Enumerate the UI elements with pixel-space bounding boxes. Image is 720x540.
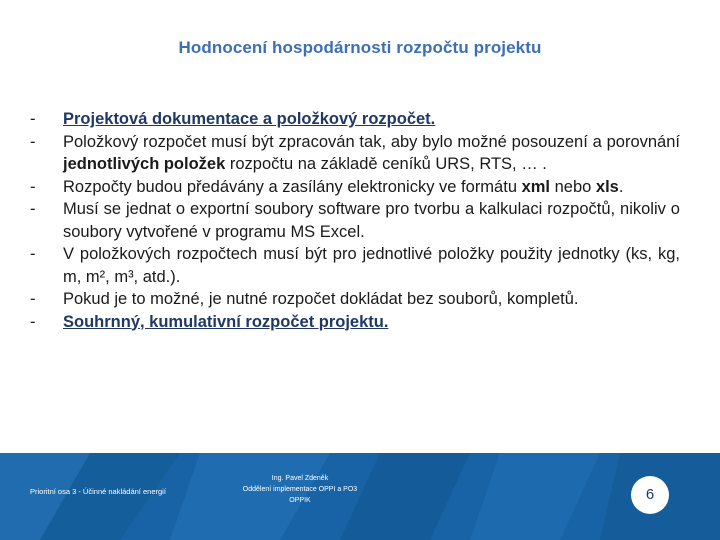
footer-contact [225,473,375,506]
bullet-dash: - [30,132,36,151]
bullet-dash: - [30,110,36,128]
page-number: 6 [645,486,655,503]
bullet-text: Rozpočty budou předávány a zasílány elektronicky ve formátu [63,177,522,196]
bullet-item [30,176,680,199]
bullet-text: Pokud je to možné, je nutné rozpočet dokládat bez souborů, kompletů. [63,290,579,308]
bullet-item [30,243,680,288]
bullet-dash: - [30,290,36,308]
footer-band [0,453,720,540]
bullet-text: Souhrnný, kumulativní rozpočet projektu. [63,312,389,331]
footer-contact-name: Ing. Pavel Zdeněk [271,475,329,482]
bullet-dash: - [30,245,36,263]
bullet-item [30,198,680,243]
bullet-item [30,311,680,334]
bullet-dash: - [30,312,36,331]
bullet-item [30,288,680,311]
bullet-dash: - [30,177,36,196]
footer-priority-axis: Prioritní osa 3 - Účinné nakládání energií [30,487,166,496]
bullet-text: nebo [550,177,596,196]
bullet-text: xls [595,177,619,196]
bullet-item [30,108,680,131]
bullet-dash: - [30,200,36,218]
slide-title: Hodnocení hospodárnosti rozpočtu projektu [178,38,542,57]
bullet-text: Musí se jednat o exportní soubory software pro tvorbu a kalkulaci rozpočtů, nikoliv o soubory vytvořené v programu MS Excel. [63,200,680,241]
bullet-text: V položkových rozpočtech musí být pro jednotlivé položky použity jednotky (ks, kg, m, m², m³, atd.). [63,245,680,286]
bullet-text: xml [521,177,551,196]
bullet-text: rozpočtu na základě ceníků URS, RTS, … . [225,155,547,173]
page-number-badge [630,475,670,515]
bullet-text: Projektová dokumentace a položkový rozpočet. [63,110,436,128]
bullet-item [30,131,680,176]
footer-contact-department: Oddělení implementace OPPI a PO3 [242,486,358,493]
bullet-text: jednotlivých položek [63,155,226,173]
footer-contact-program: OPPIK [289,497,311,504]
bullet-text: Položkový rozpočet musí být zpracován tak, aby bylo možné posouzení a porovnání [63,132,680,151]
bullet-list [30,108,680,333]
bullet-text: . [618,177,624,196]
